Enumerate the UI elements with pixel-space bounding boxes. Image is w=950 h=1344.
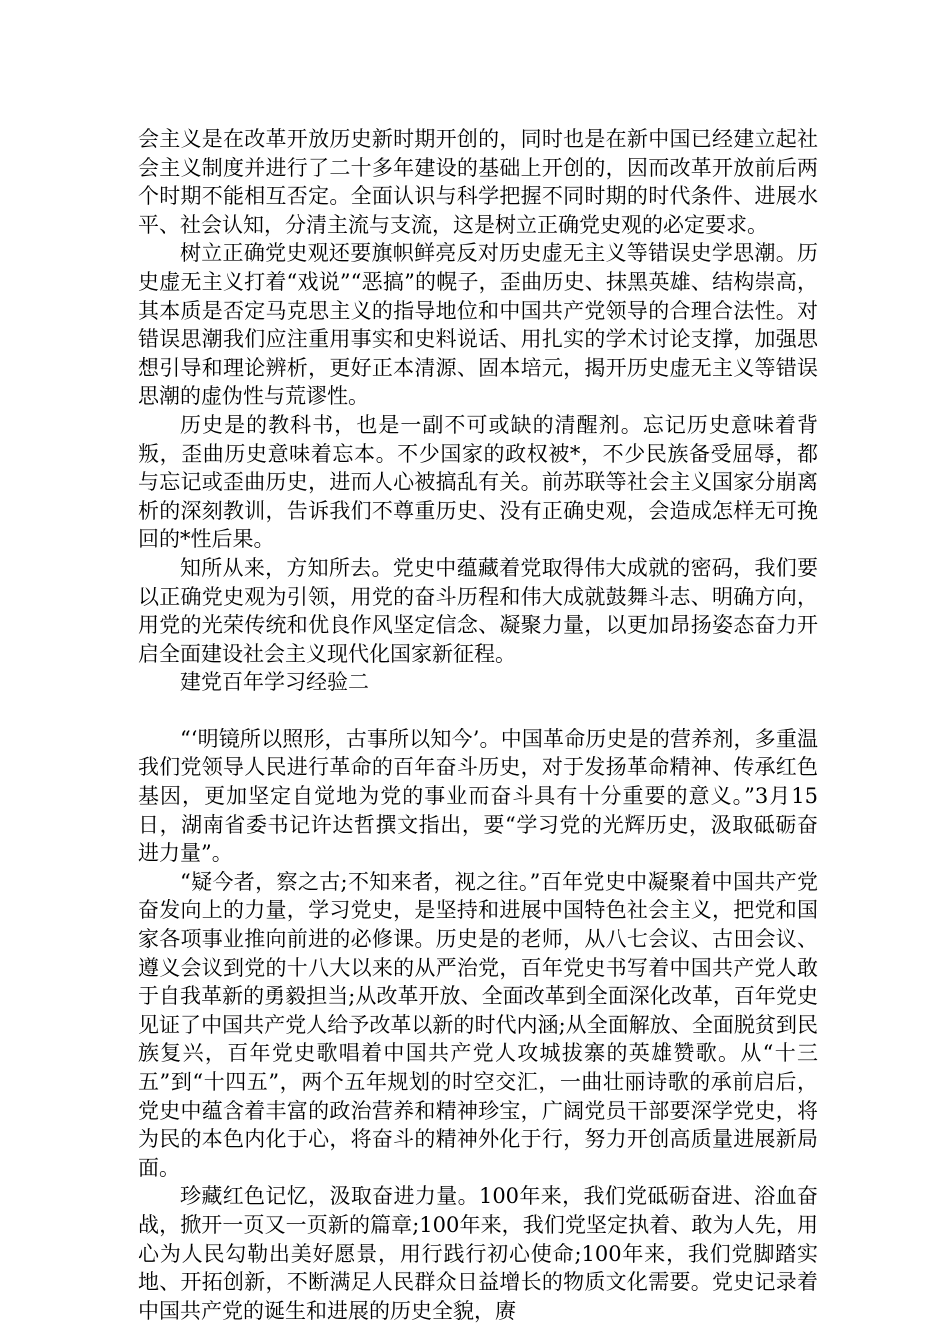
paragraph: “‘明镜所以照形，古事所以知今’。中国革命历史是的营养剂，多重温我们党领导人民进行革命的百年奋斗历史，对于发扬革命精神、传承红色基因，更加坚定自觉地为党的事业而奋斗具有十分重要的意义。”3月15日，湖南省委书记许达哲撰文指出，要“学习党的光辉历史，汲取砥砺奋进力量”。: [138, 726, 818, 866]
section-heading: 建党百年学习经验二: [180, 670, 369, 695]
paragraph: 树立正确党史观还要旗帜鲜亮反对历史虚无主义等错误史学思潮。历史虚无主义打着“戏说”“恶搞”的幌子，歪曲历史、抹黑英雄、结构崇高，其本质是否定马克思主义的指导地位和中国共产党领导的合理合法性。对错误思潮我们应注重用事实和史料说话、用扎实的学术讨论支撑，加强思想引导和理论辨析，更好正本清源、固本培元，揭开历史虚无主义等错误思潮的虚伪性与荒谬性。: [138, 241, 818, 409]
paragraph: 历史是的教科书，也是一副不可或缺的清醒剂。忘记历史意味着背叛，歪曲历史意味着忘本。不少国家的政权被*，不少民族备受屈辱，都与忘记或歪曲历史，进而人心被搞乱有关。前苏联等社会主义国家分崩离析的深刻教训，告诉我们不尊重历史、没有正确史观，会造成怎样无可挽回的*性后果。: [138, 412, 818, 552]
paragraph: 知所从来，方知所去。党史中蕴藏着党取得伟大成就的密码，我们要以正确党史观为引领，用党的奋斗历程和伟大成就鼓舞斗志、明确方向，用党的光荣传统和优良作风坚定信念、凝聚力量，以更加昂扬姿态奋力开启全面建设社会主义现代化国家新征程。: [138, 555, 818, 666]
paragraph: “疑今者，察之古;不知来者，视之往。”百年党史中凝聚着中国共产党奋发向上的力量，学习党史，是坚持和进展中国特色社会主义，把党和国家各项事业推向前进的必修课。历史是的老师，从八七会议、古田会议、遵义会议到党的十八大以来的从严治党，百年党史书写着中国共产党人敢于自我革新的勇毅担当;从改革开放、全面改革到全面深化改革，百年党史见证了中国共产党人给予改革以新的时代内涵;从全面解放、全面脱贫到民族复兴，百年党史歌唱着中国共产党人攻城拔寨的英雄赞歌。从“十三五”到“十四五”，两个五年规划的时空交汇，一曲壮丽诗歌的承前启后，党史中蕴含着丰富的政治营养和精神珍宝，广阔党员干部要深学党史，将为民的本色内化于心，将奋斗的精神外化于行，努力开创高质量进展新局面。: [138, 869, 818, 1180]
paragraph: 珍藏红色记忆，汲取奋进力量。100年来，我们党砥砺奋进、浴血奋战，掀开一页又一页新的篇章;100年来，我们党坚定执着、敢为人先，用心为人民勾勒出美好愿景，用行践行初心使命;100年来，我们党脚踏实地、开拓创新，不断满足人民群众日益增长的物质文化需要。党史记录着中国共产党的诞生和进展的历史全貌，赓: [138, 1184, 818, 1323]
document-body: [138, 125, 818, 1325]
paragraph: 会主义是在改革开放历史新时期开创的，同时也是在新中国已经建立起社会主义制度并进行了二十多年建设的基础上开创的，因而改革开放前后两个时期不能相互否定。全面认识与科学把握不同时期的时代条件、进展水平、社会认知，分清主流与支流，这是树立正确党史观的必定要求。: [138, 127, 818, 237]
